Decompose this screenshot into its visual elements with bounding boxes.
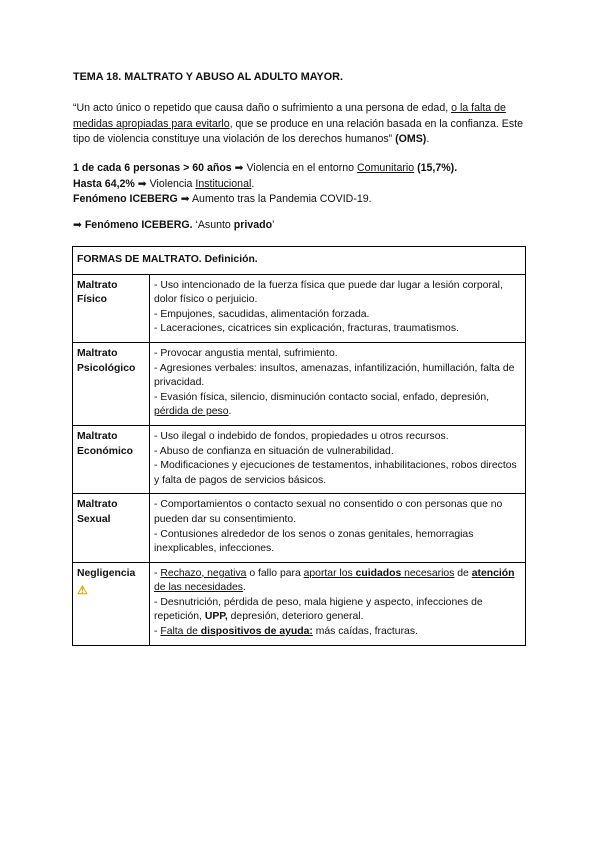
desc-line: - Empujones, sacudidas, alimentación forzada. [154,308,370,320]
desc-line: - Abuso de confianza en situación de vulnerabilidad. [154,445,394,457]
table-row [73,274,526,342]
table-row [73,494,526,562]
row-label: Maltrato Psicológico [73,342,150,425]
desc-line [154,596,521,625]
iceberg-privado: privado [233,219,273,231]
desc-end: . [228,406,232,418]
row-label: Maltrato Físico [73,274,150,342]
stats-block [73,161,457,208]
iceberg-line [73,219,274,231]
desc-text: - Evasión física, silencio, disminución contacto social, enfado, depresión, [154,391,489,403]
oms-definition-quote [73,101,533,148]
plain-text: de [454,567,472,579]
table-row [73,342,526,425]
desc-line: - Provocar angustia mental, sufrimiento. [154,347,338,359]
row-label: Maltrato Sexual [73,494,150,562]
quote-end: . [426,133,430,145]
forms-of-abuse-table [72,246,526,646]
stat-line-3 [73,192,457,208]
underlined-text: de las necesidades [154,582,243,594]
iceberg-bold: Fenómeno ICEBERG. [81,219,193,231]
bold-underlined-text: cuidados [355,567,402,579]
negligencia-label: Negligencia [77,567,136,579]
bold-underlined-text: atención [471,567,515,579]
iceberg-text: ‘Asunto [192,219,234,231]
stat-3-bold: Fenómeno ICEBERG [73,193,178,205]
underlined-text: necesarios [401,567,455,579]
desc-line [154,625,521,640]
desc-line: - Uso intencionado de la fuerza física que puede dar lugar a lesión corporal, dolor físico o perjuicio. [154,279,503,306]
plain-text: . [242,582,246,594]
dash: - [154,567,161,579]
quote-source: (OMS) [395,133,427,145]
row-description [150,425,526,493]
desc-line: - Comportamientos o contacto sexual no consentido o con personas que no pueden dar su consentimiento. [154,499,503,525]
stat-2-bold: Hasta 64,2% [73,177,135,190]
stat-1-bold: 1 de cada 6 personas > 60 años [73,162,232,174]
desc-underlined: pérdida de peso [154,406,229,418]
table-row [73,562,526,645]
plain-text: más caídas, fracturas. [312,626,418,638]
row-description [150,274,526,342]
bold-underlined-text: dispositivos de ayuda: [200,626,313,638]
document-title: TEMA 18. MALTRATO Y ABUSO AL ADULTO MAYOR. [73,71,343,83]
desc-line: - Laceraciones, cicatrices sin explicación, fracturas, traumatismos. [154,323,459,335]
plain-text: depresión, deterioro general. [227,611,364,623]
bold-text: UPP, [204,611,228,623]
warning-icon: ⚠ [77,583,88,598]
underlined-text: Falta de [160,626,201,638]
stat-1-text: Violencia en el entorno [243,162,358,174]
arrow-icon: ➡ [180,193,190,205]
row-description [150,494,526,562]
desc-line: - Uso ilegal o indebido de fondos, propiedades u otros recursos. [154,430,449,442]
row-description [150,342,526,425]
row-description [150,562,526,645]
plain-text: o fallo para [246,567,304,579]
desc-line: - Agresiones verbales: insultos, amenazas, infantilización, humillación, falta de privacidad. [154,362,515,389]
dash: - [154,626,161,638]
stat-1-percent: (15,7%). [414,162,458,174]
stat-line-2 [73,177,457,193]
desc-line [154,567,521,596]
underlined-text: Rechazo, negativa [160,567,247,579]
stat-2-underlined: Institucional [195,177,252,190]
iceberg-end: ’ [272,219,275,231]
quote-text-2: , que se produce en una relación basada en la confianza. Este tipo de violencia constituye una violación de los derechos humanos” [73,117,523,145]
stat-2-tail: . [251,177,255,190]
arrow-icon: ➡ [234,162,244,174]
quote-text-1: “Un acto único o repetido que causa daño o sufrimiento a una persona de edad, [73,102,452,114]
desc-line [154,391,521,420]
underlined-text: aportar los [303,567,356,579]
table-header: FORMAS DE MALTRATO. Definición. [73,247,526,275]
stat-1-underlined: Comunitario [357,162,415,174]
desc-line: - Contusiones alrededor de los senos o zonas genitales, hemorragias inexplicables, infecciones. [154,528,474,555]
arrow-icon: ➡ [73,219,82,231]
table-header-row [73,247,526,275]
stat-3-text: Aumento tras la Pandemia COVID-19. [189,193,372,205]
quote-underlined: o la falta de medidas apropiadas para evitarlo [73,102,506,130]
plain-text: - Desnutrición, pérdida de peso, mala higiene y aspecto, infecciones de repetición, [154,596,483,623]
arrow-icon: ➡ [137,177,147,190]
stat-line-1 [73,161,457,177]
desc-line: - Modificaciones y ejecuciones de testamentos, inhabilitaciones, robos directos y falta de pagos de servicios básicos. [154,460,517,486]
stat-2-text: Violencia [146,177,196,190]
table-row [73,425,526,493]
row-label-negligencia [73,562,150,645]
row-label: Maltrato Económico [73,425,150,493]
